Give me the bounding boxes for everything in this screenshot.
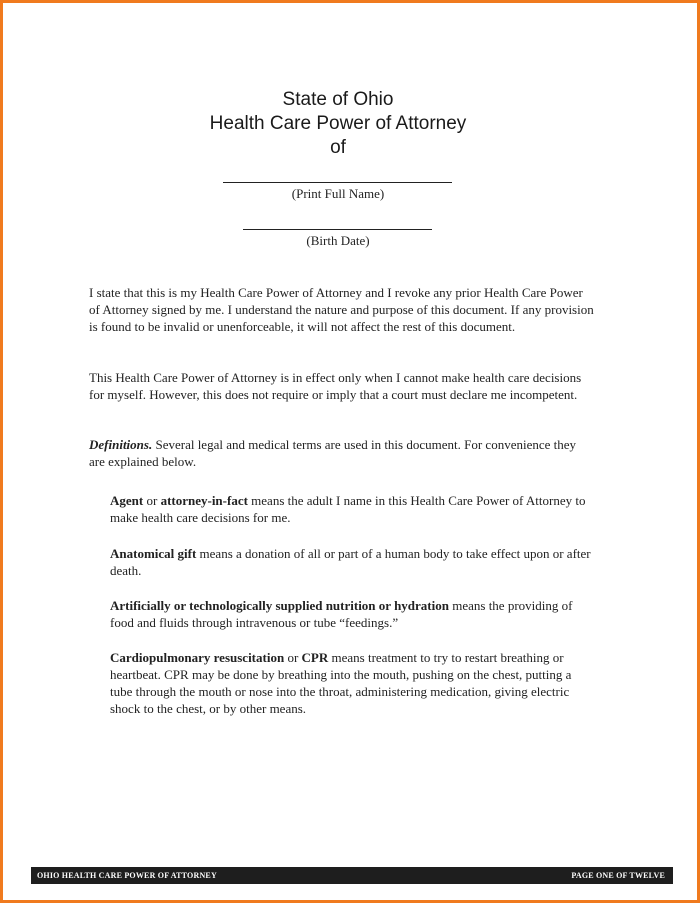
- definition-term: Artificially or technologically supplied nutrition or hydration: [110, 598, 449, 613]
- definition-text: means the adult I name in this Health Care Power of Attorney to make health care decisions for me.: [110, 493, 586, 525]
- birth-date-caption: (Birth Date): [306, 233, 370, 248]
- effect-paragraph: This Health Care Power of Attorney is in effect only when I cannot make health care decisions for myself. However, this does not require or imply that a court must declare me incompetent.: [89, 370, 582, 402]
- full-name-caption: (Print Full Name): [291, 186, 385, 201]
- definition-term-alt: CPR: [301, 650, 329, 665]
- definition-nutrition-hydration: [110, 597, 592, 631]
- definition-term: Cardiopulmonary resuscitation: [110, 650, 285, 665]
- definition-term: Agent: [110, 493, 144, 508]
- footer-document-name: OHIO HEALTH CARE POWER OF ATTORNEY: [37, 871, 217, 880]
- definition-anatomical-gift: [110, 545, 592, 579]
- definitions-intro-text: Several legal and medical terms are used in this document. For convenience they are explained below.: [89, 437, 577, 469]
- definition-text: means a donation of all or part of a human body to take effect upon or after death.: [110, 546, 591, 578]
- footer-page-number: PAGE ONE OF TWELVE: [571, 871, 665, 880]
- document-title-main: Health Care Power of Attorney: [209, 113, 467, 134]
- page-footer-bar: [31, 867, 673, 884]
- definition-cpr: [110, 649, 592, 717]
- definition-text: means the providing of food and fluids through intravenous or tube “feedings.”: [110, 598, 573, 630]
- definitions-intro-paragraph: [89, 436, 595, 470]
- definition-joiner: or: [143, 493, 161, 508]
- document-title-of: of: [330, 137, 346, 158]
- definitions-heading: Definitions.: [89, 437, 153, 452]
- definition-term: Anatomical gift: [110, 546, 197, 561]
- definition-term-alt: attorney-in-fact: [160, 493, 248, 508]
- revocation-paragraph: I state that this is my Health Care Power of Attorney and I revoke any prior Health Care Power of Attorney signed by me. I understand the nature and purpose of this document. If any provision is found to be invalid or unenforceable, it will not affect the rest of this document.: [89, 285, 594, 334]
- definition-joiner: or: [284, 650, 302, 665]
- definition-agent: [110, 492, 592, 526]
- birth-date-signature-line[interactable]: [243, 229, 432, 230]
- document-title-state: State of Ohio: [282, 89, 394, 110]
- definition-text: means treatment to try to restart breathing or heartbeat. CPR may be done by breathing into the mouth, pushing on the chest, putting a tube through the mouth or nose into the throat, administering medication, giving electric shock to the chest, or by other means.: [110, 650, 572, 716]
- full-name-signature-line[interactable]: [223, 182, 452, 183]
